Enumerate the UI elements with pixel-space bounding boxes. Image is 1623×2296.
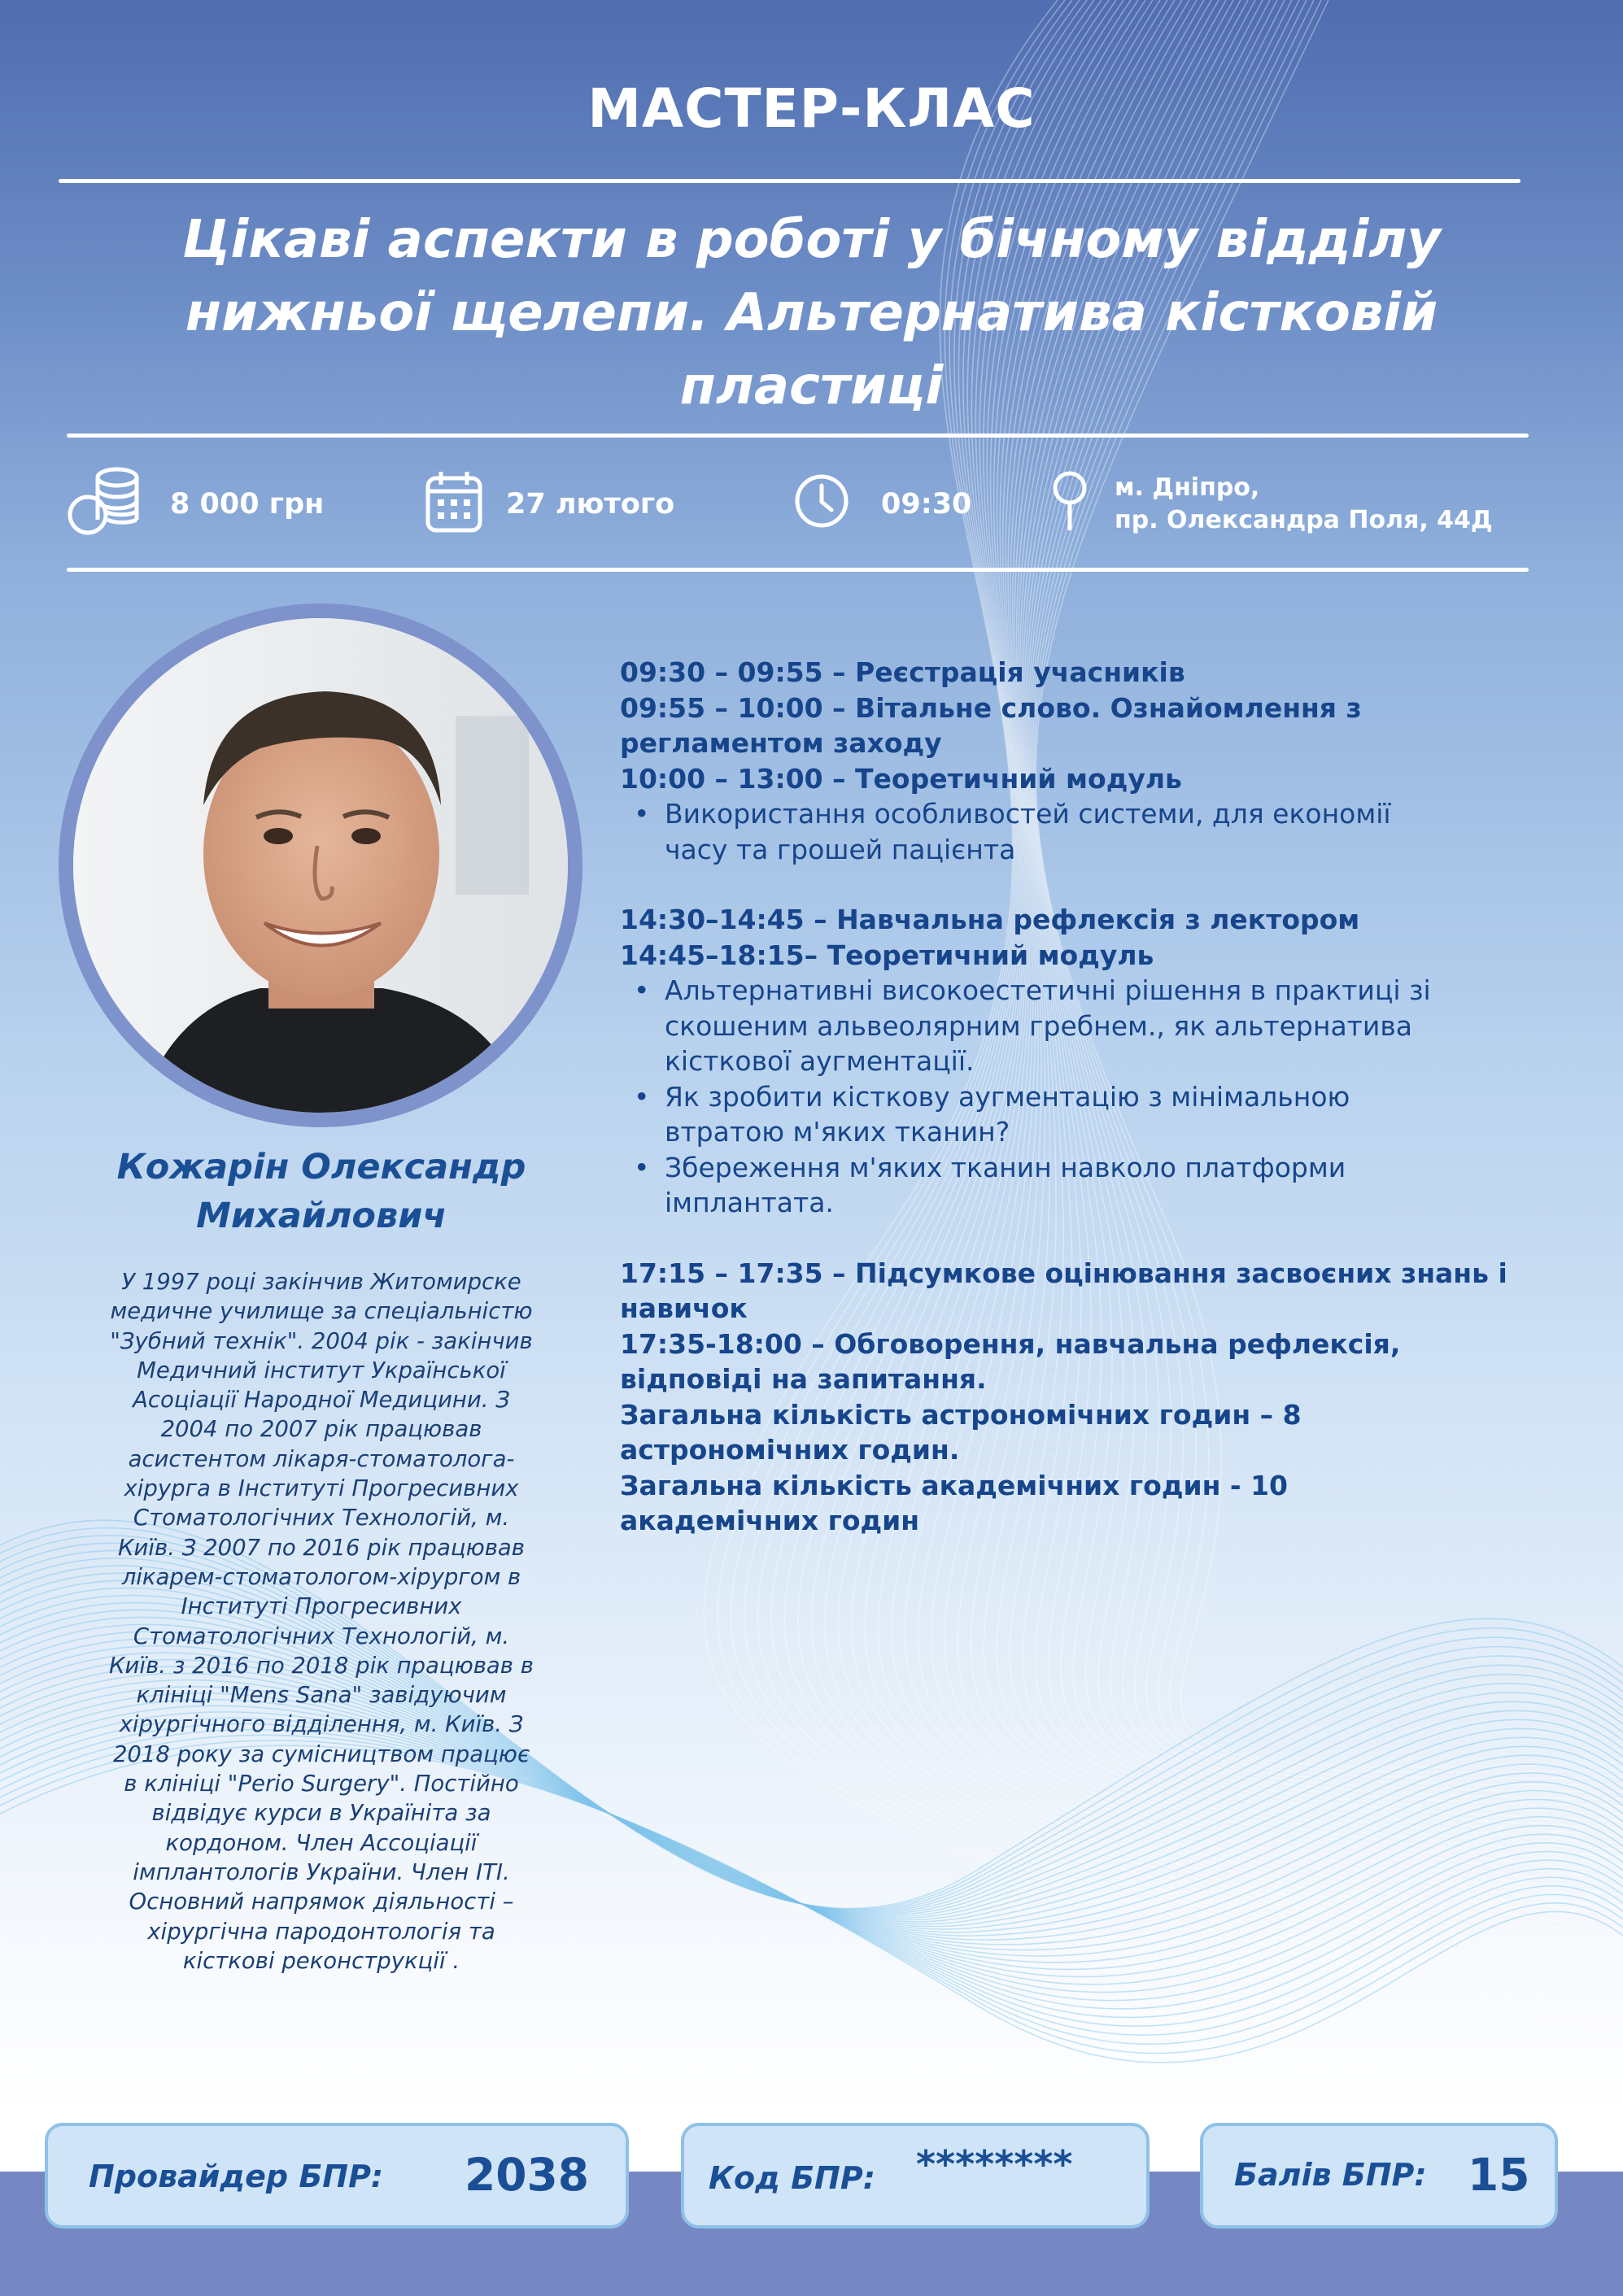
provider-label: Провайдер БПР: bbox=[89, 2159, 384, 2194]
speaker-photo bbox=[73, 618, 568, 1113]
bio-line: Стоматологічних Технологій, м. bbox=[133, 1505, 510, 1531]
bio-line: в клініці "Perio Surgery". Постійно bbox=[124, 1771, 519, 1797]
schedule-item: 09:30 – 09:55 – Реєстрація учасників bbox=[620, 656, 1185, 688]
schedule-item: навичок bbox=[620, 1292, 748, 1324]
total-hours: Загальна кількість астрономічних годин – 8 bbox=[620, 1398, 1302, 1431]
points-value: 15 bbox=[1468, 2149, 1530, 2201]
divider-top bbox=[59, 179, 1520, 183]
price-info bbox=[67, 464, 324, 545]
course-title bbox=[57, 203, 1566, 423]
total-hours: академічних годин bbox=[620, 1505, 920, 1536]
topic-line: • Альтернативні високоестетичні рішення в практиці зі bbox=[665, 974, 1431, 1006]
location-pin-icon bbox=[1049, 470, 1090, 539]
bio-line: 2004 по 2007 рік працював bbox=[160, 1416, 482, 1443]
bio-line: Стоматологічних Технологій, м. bbox=[133, 1623, 510, 1649]
topic-line: імплантата. bbox=[665, 1187, 834, 1218]
date-info bbox=[425, 464, 674, 545]
code-label: Код БПР: bbox=[709, 2160, 875, 2196]
course-title-line: нижньої щелепи. Альтернатива кістковій bbox=[185, 283, 1438, 343]
address-text bbox=[1115, 472, 1493, 537]
topic-line: кісткової аугментації. bbox=[665, 1045, 975, 1077]
schedule-item: 14:30–14:45 – Навчальна рефлексія з лектором bbox=[620, 904, 1360, 935]
course-title-line: Цікаві аспекти в роботі у бічному відділу bbox=[182, 210, 1441, 270]
topic-line: • Збереження м'яких тканин навколо платформи bbox=[665, 1151, 1346, 1183]
topic-item bbox=[665, 973, 1547, 1079]
bio-line: асистентом лікаря-стоматолога- bbox=[128, 1445, 515, 1472]
coins-icon bbox=[67, 464, 144, 545]
topic-item bbox=[665, 1079, 1547, 1150]
total-hours: астрономічних годин. bbox=[620, 1434, 960, 1466]
time-info bbox=[793, 464, 971, 545]
topic-line: часу та грошей пацієнта bbox=[665, 833, 1016, 865]
program-schedule bbox=[620, 655, 1547, 1539]
topic-line: втратою м'яких тканин? bbox=[665, 1116, 1010, 1148]
bio-line: Інституті Прогресивних bbox=[181, 1593, 462, 1620]
divider-info-top bbox=[67, 433, 1529, 438]
address-line: м. Дніпро, bbox=[1115, 473, 1260, 502]
bio-line: У 1997 році закінчив Житомирске bbox=[121, 1269, 521, 1295]
speaker-bio bbox=[65, 1267, 578, 1976]
bio-line: 2018 року за сумісництвом працює bbox=[112, 1741, 530, 1767]
bio-line: імплантологів України. Член ITI. bbox=[133, 1858, 510, 1885]
price-text: 8 000 грн bbox=[170, 488, 325, 521]
code-value: ******** bbox=[916, 2142, 1073, 2186]
bio-line: Асоціації Народної Медицини. З bbox=[133, 1387, 510, 1414]
schedule-item: 09:55 – 10:00 – Вітальне слово. Ознайомлення з bbox=[620, 691, 1362, 724]
points-label: Балів БПР: bbox=[1234, 2157, 1427, 2193]
schedule-item: 17:15 – 17:35 – Підсумкове оцінювання засвоєних знань і bbox=[620, 1257, 1507, 1289]
bio-line: лікарем-стоматологом-хірургом в bbox=[121, 1563, 521, 1590]
clock-icon bbox=[793, 473, 850, 537]
provider-value: 2038 bbox=[465, 2149, 590, 2201]
schedule-item: 17:35-18:00 – Обговорення, навчальна рефлексія, bbox=[620, 1327, 1401, 1360]
divider-info-bottom bbox=[67, 568, 1529, 572]
bio-line: Основний напрямок діяльності – bbox=[129, 1889, 514, 1915]
bio-line: кордоном. Член Ассоціації bbox=[165, 1829, 478, 1856]
speaker-name bbox=[65, 1143, 578, 1240]
course-title-line: пластиці bbox=[679, 356, 944, 416]
schedule-item: регламентом заходу bbox=[620, 727, 942, 759]
speaker-name-line: Михайлович bbox=[196, 1196, 447, 1236]
location-info bbox=[1049, 464, 1493, 545]
event-info-row bbox=[0, 464, 1623, 545]
bio-line: Київ. з 2016 по 2018 рік працював в bbox=[109, 1652, 534, 1679]
calendar-icon bbox=[425, 468, 483, 541]
bio-line: кісткові реконструкції . bbox=[182, 1947, 460, 1974]
bio-line: відвідує курси в Україніта за bbox=[151, 1800, 491, 1827]
bio-line: хірургічна пародонтологія та bbox=[147, 1918, 495, 1945]
speaker-name-line: Кожарін Олександр bbox=[116, 1147, 526, 1187]
bio-line: хірурга в Інституті Прогресивних bbox=[124, 1475, 519, 1502]
bio-line: клініці "Mens Sana" завідуючим bbox=[136, 1682, 507, 1709]
schedule-item: 10:00 – 13:00 – Теоретичний модуль bbox=[620, 762, 1182, 795]
topic-line: скошеним альвеолярним гребнем., як альтернатива bbox=[665, 1009, 1413, 1042]
bio-line: Київ. З 2007 по 2016 рік працював bbox=[118, 1534, 525, 1561]
page-title: МАСТЕР-КЛАС bbox=[587, 77, 1036, 140]
schedule-item: 14:45–18:15– Теоретичний модуль bbox=[620, 939, 1154, 971]
date-text: 27 лютого bbox=[506, 488, 675, 521]
time-text: 09:30 bbox=[881, 488, 972, 521]
bio-line: Медичний інститут Української bbox=[137, 1357, 506, 1383]
code-box bbox=[681, 2123, 1150, 2228]
topic-line: • Як зробити кісткову аугментацію з мінімальною bbox=[665, 1080, 1350, 1113]
provider-box bbox=[45, 2123, 629, 2228]
schedule-item: відповіді на запитання. bbox=[620, 1363, 987, 1395]
points-box bbox=[1200, 2123, 1558, 2228]
topic-list bbox=[620, 796, 1547, 867]
bio-line: хірургічного відділення, м. Київ. З bbox=[119, 1711, 524, 1738]
topic-item bbox=[665, 1150, 1547, 1221]
bio-line: медичне училище за спеціальністю bbox=[110, 1298, 533, 1325]
topic-line: • Використання особливостей системи, для економії bbox=[665, 798, 1391, 830]
topic-item bbox=[665, 796, 1547, 867]
bio-line: "Зубний технік". 2004 рік - закінчив bbox=[110, 1327, 533, 1354]
total-hours: Загальна кількість академічних годин - 10 bbox=[620, 1469, 1289, 1501]
topic-list bbox=[620, 973, 1547, 1221]
address-line: пр. Олександра Поля, 44Д bbox=[1115, 506, 1493, 534]
